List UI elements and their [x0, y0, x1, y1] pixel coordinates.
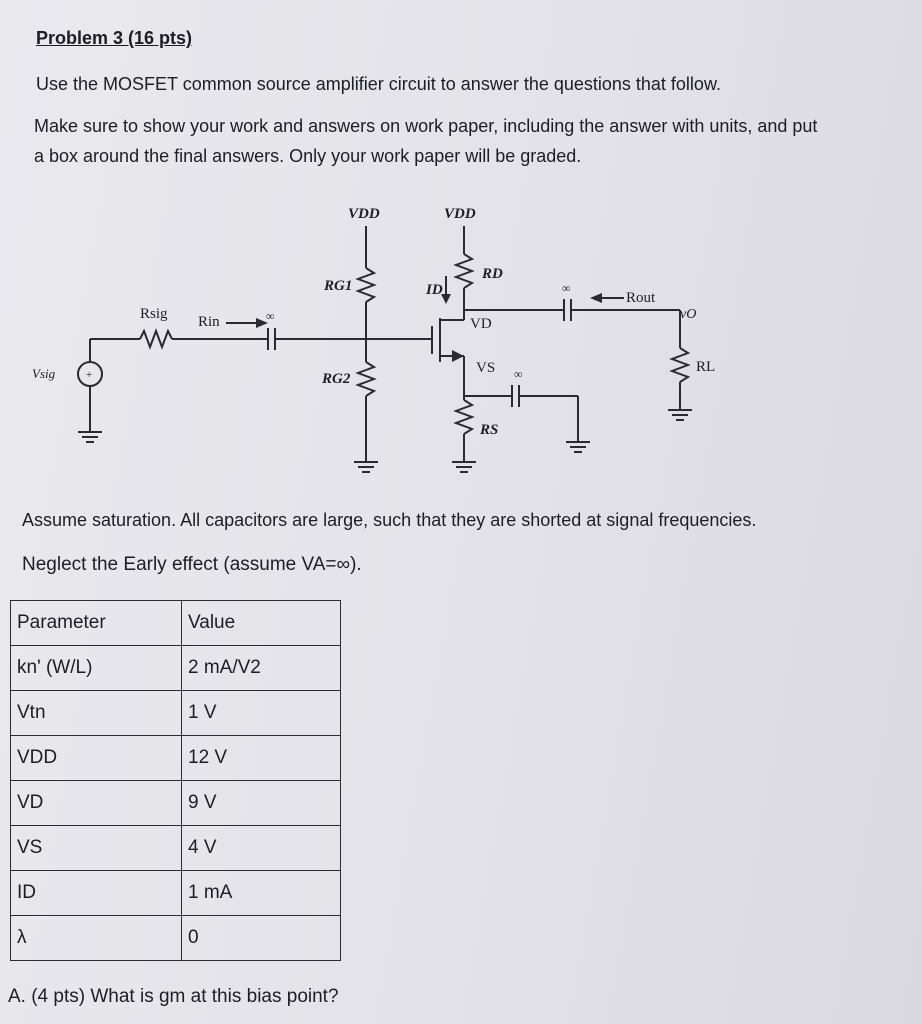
table-cell-value: 12 V	[182, 736, 341, 781]
table-cell-param: λ	[11, 916, 182, 961]
table-row	[11, 826, 341, 871]
table-row	[11, 691, 341, 736]
cap-in-label: ∞	[266, 309, 275, 323]
vdd-right-label: VDD	[444, 206, 476, 222]
table-row	[11, 781, 341, 826]
table-cell-value: 0	[182, 916, 341, 961]
parameter-table	[10, 600, 341, 961]
table-row	[11, 916, 341, 961]
table-header-value: Value	[182, 601, 341, 646]
rsig-resistor	[140, 331, 172, 347]
rd-label: RD	[482, 266, 503, 282]
plus-sign: +	[86, 369, 93, 381]
table-cell-value: 9 V	[182, 781, 341, 826]
early-effect-text: Neglect the Early effect (assume VA=∞).	[22, 554, 362, 575]
table-cell-value: 4 V	[182, 826, 341, 871]
table-header-parameter: Parameter	[11, 601, 182, 646]
table-cell-value: 1 V	[182, 691, 341, 736]
rin-label: Rin	[198, 314, 220, 330]
assumption-text: Assume saturation. All capacitors are large, such that they are shorted at signal frequencies.	[22, 510, 757, 530]
rs-resistor	[456, 400, 472, 434]
table-row	[11, 736, 341, 781]
rl-resistor	[672, 348, 688, 382]
rout-label: Rout	[626, 290, 656, 306]
rd-resistor	[456, 254, 472, 288]
table-cell-param: VS	[11, 826, 182, 871]
vsig-label: Vsig	[32, 366, 56, 381]
vs-label: VS	[476, 360, 496, 376]
rg2-resistor	[358, 362, 374, 396]
cap-out-label: ∞	[562, 281, 571, 295]
vd-label: VD	[470, 316, 492, 332]
problem-title: Problem 3 (16 pts)	[36, 28, 193, 48]
table-header-row	[11, 601, 341, 646]
instruction-line-1: Use the MOSFET common source amplifier circuit to answer the questions that follow.	[36, 74, 721, 94]
rg1-label: RG1	[324, 278, 353, 294]
rs-label: RS	[480, 422, 499, 438]
table-cell-param: kn' (W/L)	[11, 646, 182, 691]
table-cell-param: Vtn	[11, 691, 182, 736]
vo-label: vO	[680, 307, 697, 322]
table-row	[11, 646, 341, 691]
table-cell-value: 1 mA	[182, 871, 341, 916]
instruction-line-3: a box around the final answers. Only your work paper will be graded.	[34, 146, 582, 166]
id-label: ID	[426, 282, 443, 298]
rl-label: RL	[696, 359, 716, 375]
table-cell-value: 2 mA/V2	[182, 646, 341, 691]
common-source-circuit-diagram	[0, 190, 922, 490]
table-cell-param: VDD	[11, 736, 182, 781]
rg2-label: RG2	[322, 371, 351, 387]
table-cell-param: ID	[11, 871, 182, 916]
rg1-resistor	[358, 268, 374, 302]
cap-src-label: ∞	[514, 367, 523, 381]
rout-arrow-icon	[590, 293, 602, 303]
rsig-label: Rsig	[140, 306, 168, 322]
table-cell-param: VD	[11, 781, 182, 826]
question-a: A. (4 pts) What is gm at this bias point?	[8, 986, 339, 1007]
table-row	[11, 871, 341, 916]
source-arrow-icon	[452, 350, 464, 362]
vdd-left-label: VDD	[348, 206, 380, 222]
instruction-line-2: Make sure to show your work and answers on work paper, including the answer with units, and put	[34, 116, 818, 136]
